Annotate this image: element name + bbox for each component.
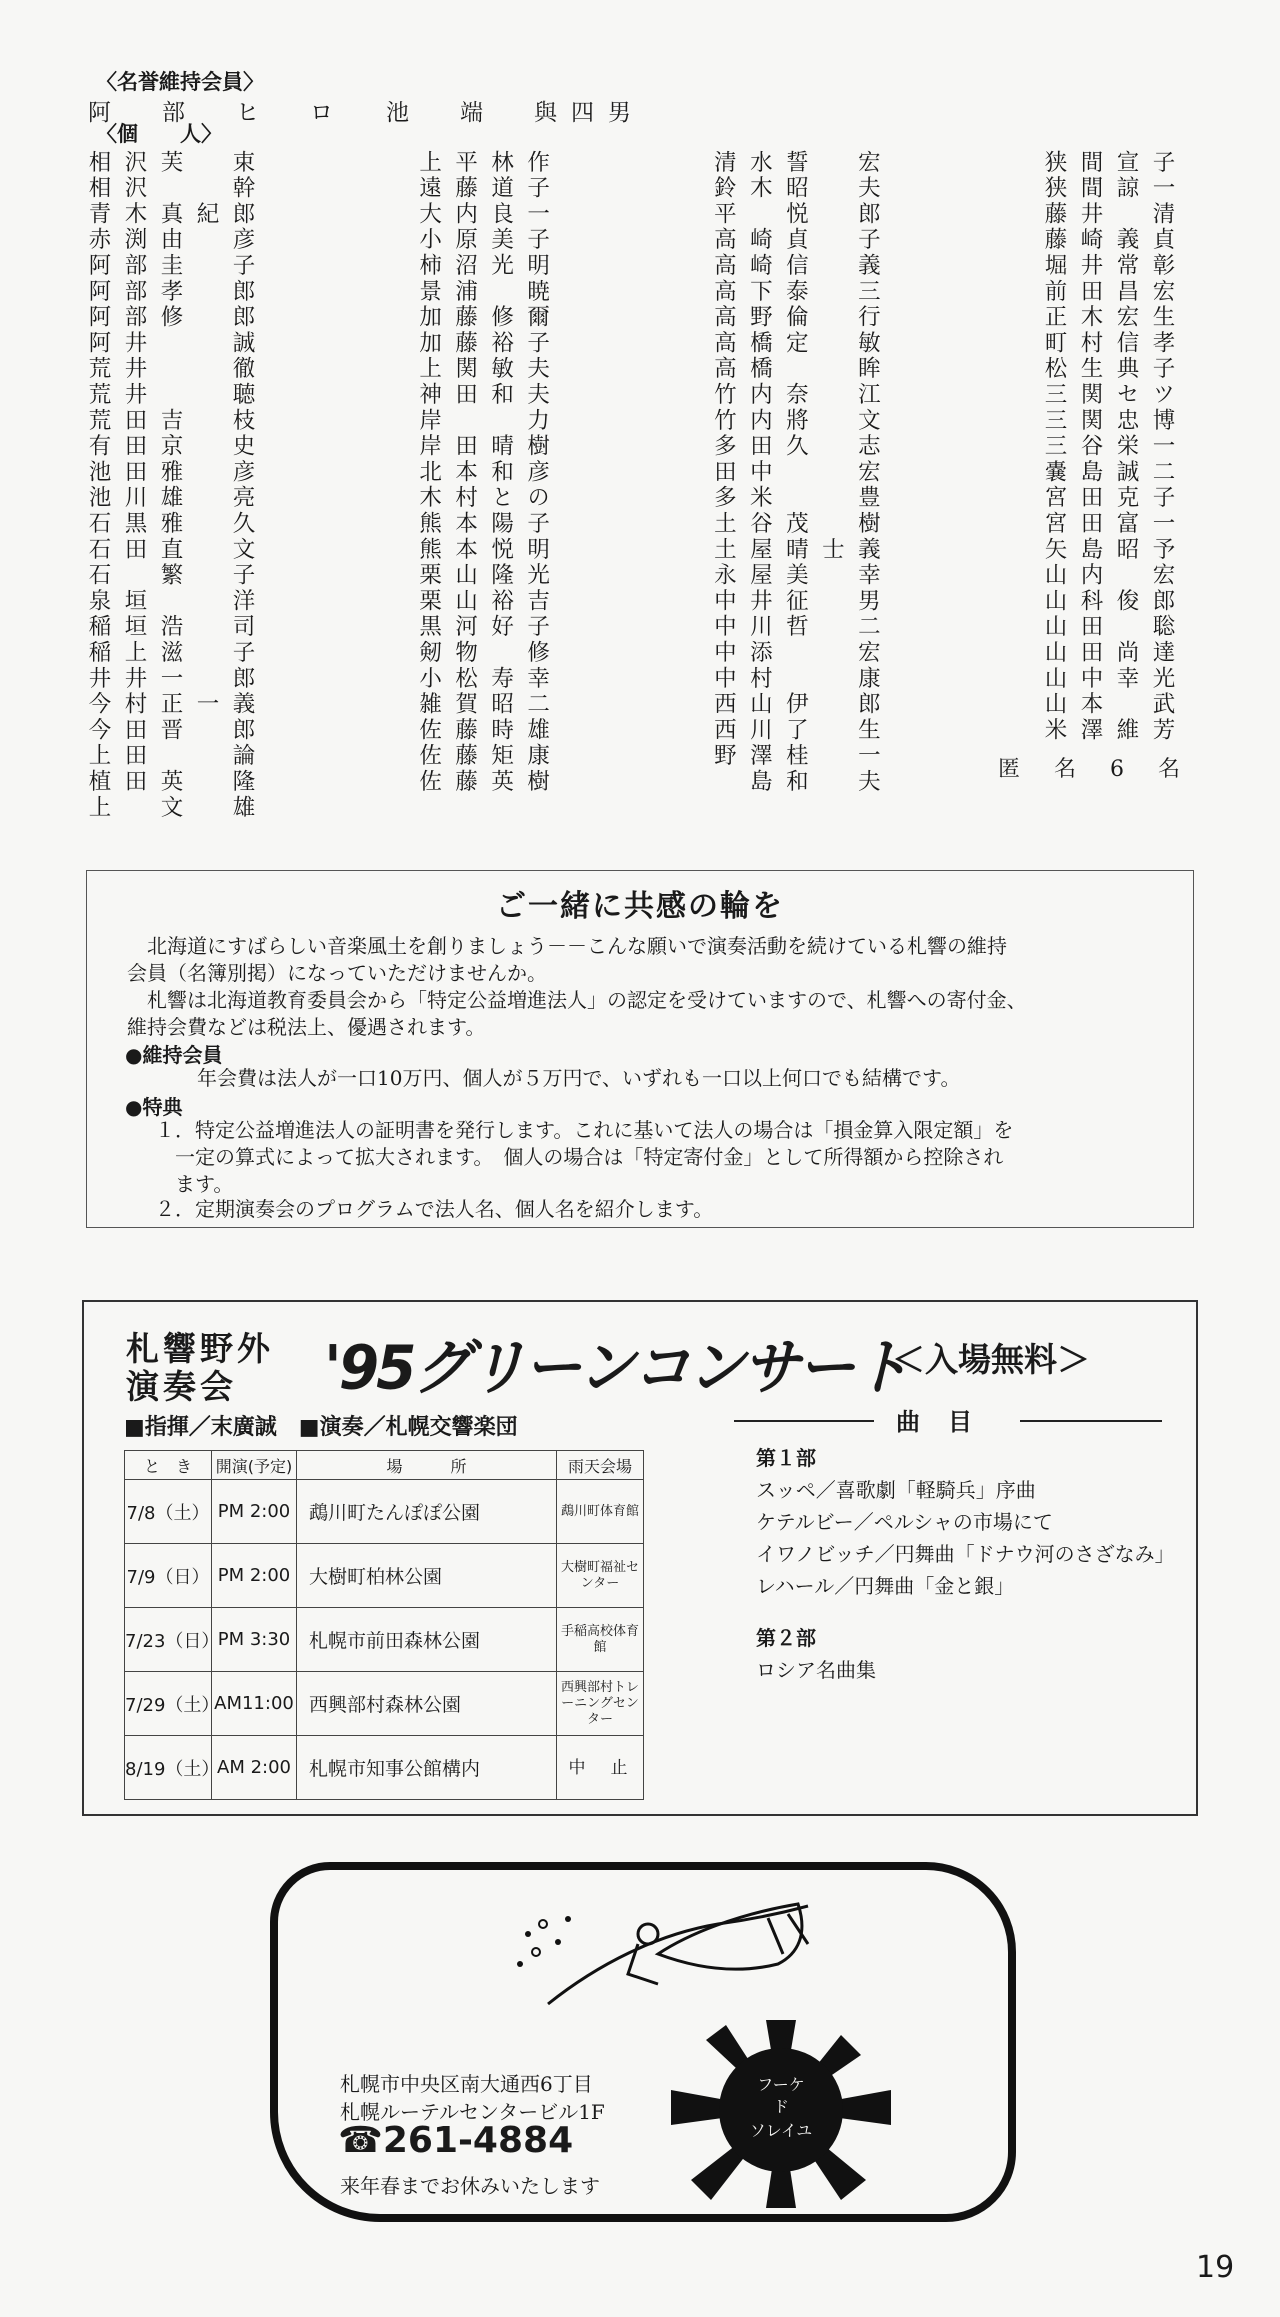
divider <box>1020 1420 1162 1422</box>
appeal-title: ご一緒に共感の輪を <box>496 889 784 924</box>
schedule-venue: 西興部村森林公園 <box>297 1672 557 1736</box>
shop-telephone: ☎261-4884 <box>338 2120 574 2161</box>
admission-free-label: ＜入場無料＞ <box>892 1340 1090 1379</box>
appeal-paragraph: 札響は北海道教育委員会から「特定公益増進法人」の認定を受けていますので、札響への寄付金、 <box>147 988 1027 1012</box>
table-row <box>125 1672 644 1736</box>
program-part-1: 第１部 <box>756 1446 816 1470</box>
schedule-date: 7/23（日） <box>125 1608 212 1672</box>
member-column: 水木 崎崎下野橋橋内内田中米谷屋屋井川添村山川澤島 <box>746 150 773 795</box>
logo-text: フーケ <box>757 2075 805 2094</box>
honorary-member: 阿 部 ヒ ロ <box>88 100 347 126</box>
table-row <box>125 1544 644 1608</box>
program-item: ロシア名曲集 <box>756 1658 876 1682</box>
header-place: 場 所 <box>297 1451 557 1480</box>
shop-building: 札幌ルーテルセンタービル1F <box>340 2100 605 2124</box>
member-column: 狭狭藤藤堀前正町松三三三嚢宮宮矢山山山山山山米 <box>1040 150 1067 744</box>
benefit-item: １．特定公益増進法人の証明書を発行します。これに基いて法人の場合は「損金算入限定額」を <box>155 1118 1014 1142</box>
schedule-venue: 大樹町柏林公園 <box>297 1544 557 1608</box>
concert-title: '95グリーンコンサート <box>324 1331 908 1403</box>
benefit-item: ２．定期演奏会のプログラムで法人名、個人名を紹介します。 <box>155 1197 714 1221</box>
shop-advertisement <box>270 1862 1016 2222</box>
program-part-2: 第２部 <box>756 1626 816 1650</box>
concert-organizer <box>126 1330 274 1406</box>
member-column: 宏夫郎子義三行敏眸江文志宏豊樹義幸男二宏康郎生一夫 <box>854 150 881 795</box>
shop-notice: 来年春までお休みいたします <box>340 2174 600 2198</box>
appeal-paragraph: 会員（名簿別掲）になっていただけませんか。 <box>127 961 547 985</box>
member-column: 清鈴平高高高高高高竹竹多田多土土永中中中中西西野 <box>710 150 737 770</box>
program-item: ケテルビー／ペルシャの市場にて <box>756 1510 1053 1534</box>
member-column: 誓昭悦貞信泰倫定 奈將久 茂晴美征哲 伊了桂和 <box>782 150 809 795</box>
honorary-member: 池 端 與四男 <box>386 100 645 126</box>
schedule-venue: 札幌市知事公館構内 <box>297 1736 557 1800</box>
member-column: 相相青赤阿阿阿阿荒荒荒有池池石石石泉稲稲井今今上植上 <box>85 150 111 821</box>
member-column: 芙 真由圭孝修 吉京雅雄雅直繁 浩滋一正晋 英文 <box>157 150 183 821</box>
table-header-row <box>125 1451 644 1480</box>
table-row <box>125 1736 644 1800</box>
logo-text: ソレイユ <box>749 2121 813 2140</box>
organizer-line: 札響野外 <box>126 1329 274 1368</box>
member-column: 作子一子明暁爾子夫夫力樹彦の子明光吉子修幸二雄康樹 <box>523 150 550 795</box>
schedule-rain-venue: 鵡川町体育館 <box>557 1480 644 1544</box>
appeal-paragraph: 北海道にすばらしい音楽風土を創りましょう－－こんな願いで演奏活動を続けている札響の維持 <box>147 934 1007 958</box>
logo-text: ド <box>772 2097 790 2116</box>
green-concert-box <box>82 1300 1198 1816</box>
schedule-time: AM 2:00 <box>212 1736 297 1800</box>
schedule-time: PM 3:30 <box>212 1608 297 1672</box>
schedule-date: 7/29（土） <box>125 1672 212 1736</box>
membership-appeal-box <box>86 870 1194 1228</box>
schedule-venue: 札幌市前田森林公園 <box>297 1608 557 1672</box>
schedule-rain-venue: 西興部村トレーニングセンター <box>557 1672 644 1736</box>
membership-heading: ●維持会員 <box>125 1043 223 1067</box>
individual-member-list <box>80 150 1180 830</box>
member-column: 上遠大小柿景加加上神岸岸北木熊熊栗栗黒剱小雑佐佐佐 <box>415 150 442 795</box>
member-column: 林道良美光 修裕敏和 晴和と陽悦隆裕好 寿昭時矩英 <box>487 150 514 795</box>
program-item: イワノビッチ／円舞曲「ドナウ河のさざなみ」 <box>756 1542 1175 1566</box>
schedule-venue: 鵡川町たんぽぽ公園 <box>297 1480 557 1544</box>
program-item: レハール／円舞曲「金と銀」 <box>756 1574 1015 1598</box>
schedule-date: 7/9（日） <box>125 1544 212 1608</box>
schedule-time: PM 2:00 <box>212 1480 297 1544</box>
member-column-group <box>1036 150 1180 830</box>
schedule-date: 8/19（土） <box>125 1736 212 1800</box>
anonymous-members: 匿 名 6 名 <box>998 757 1186 782</box>
member-column-group <box>705 150 885 830</box>
program-title: 曲目 <box>896 1408 1000 1436</box>
individual-members-label: 〈個 人〉 <box>96 122 222 146</box>
benefit-item: ます。 <box>175 1172 234 1196</box>
header-rain: 雨天会場 <box>557 1451 644 1480</box>
member-column-group <box>80 150 260 830</box>
header-time: 開演(予定) <box>212 1451 297 1480</box>
organizer-line: 演奏会 <box>126 1367 237 1406</box>
member-column: 士 <box>818 150 845 563</box>
schedule-date: 7/8（土） <box>125 1480 212 1544</box>
honorary-members-label: 〈名誉維持会員〉 <box>96 70 264 94</box>
schedule-rain-venue: 手稲高校体育館 <box>557 1608 644 1672</box>
page-number: 19 <box>1196 2250 1235 2285</box>
schedule-rain-venue: 大樹町福祉センター <box>557 1544 644 1608</box>
benefits-heading: ●特典 <box>125 1095 183 1119</box>
member-column-group <box>411 150 555 830</box>
appeal-paragraph: 維持会費などは税法上、優遇されます。 <box>127 1015 486 1039</box>
member-column: 平藤内原沼浦藤藤関田 田本村本本山山河物松賀藤藤藤 <box>451 150 478 795</box>
member-column: 間間井崎井田木村生関関谷島田田島内科田田中本澤 <box>1076 150 1103 744</box>
table-row <box>125 1480 644 1544</box>
member-column: 束幹郎彦子郎郎誠徹聴枝史彦亮久文子洋司子郎義郎論隆雄 <box>229 150 255 821</box>
member-column: 宣諒 義常昌宏信典セ忠栄誠克富昭 俊 尚幸 維 <box>1112 150 1139 744</box>
schedule-time: PM 2:00 <box>212 1544 297 1608</box>
member-column: 紀 一 <box>193 150 219 718</box>
table-row <box>125 1608 644 1672</box>
schedule-rain-venue: 中 止 <box>557 1736 644 1800</box>
member-column: 沢沢木渕部部部井井井田田田川黒田 垣垣上井村田田田 <box>121 150 147 795</box>
member-column: 子一清貞彰宏生孝子ツ博一二子一予宏郎聡達光武芳 <box>1148 150 1175 744</box>
concert-schedule-table <box>124 1450 644 1800</box>
program-item: スッペ／喜歌劇「軽騎兵」序曲 <box>756 1478 1036 1502</box>
membership-fee-text: 年会費は法人が一口10万円、個人が５万円で、いずれも一口以上何口でも結構です。 <box>197 1066 961 1090</box>
concert-credits: ■指揮／末廣誠 ■演奏／札幌交響楽団 <box>124 1415 518 1440</box>
sun-logo <box>666 2010 896 2210</box>
benefit-item: 一定の算式によって拡大されます。 個人の場合は「特定寄付金」として所得額から控除され <box>175 1145 1004 1169</box>
header-date: と き <box>125 1451 212 1480</box>
shop-address: 札幌市中央区南大通西6丁目 <box>340 2072 593 2096</box>
schedule-time: AM11:00 <box>212 1672 297 1736</box>
